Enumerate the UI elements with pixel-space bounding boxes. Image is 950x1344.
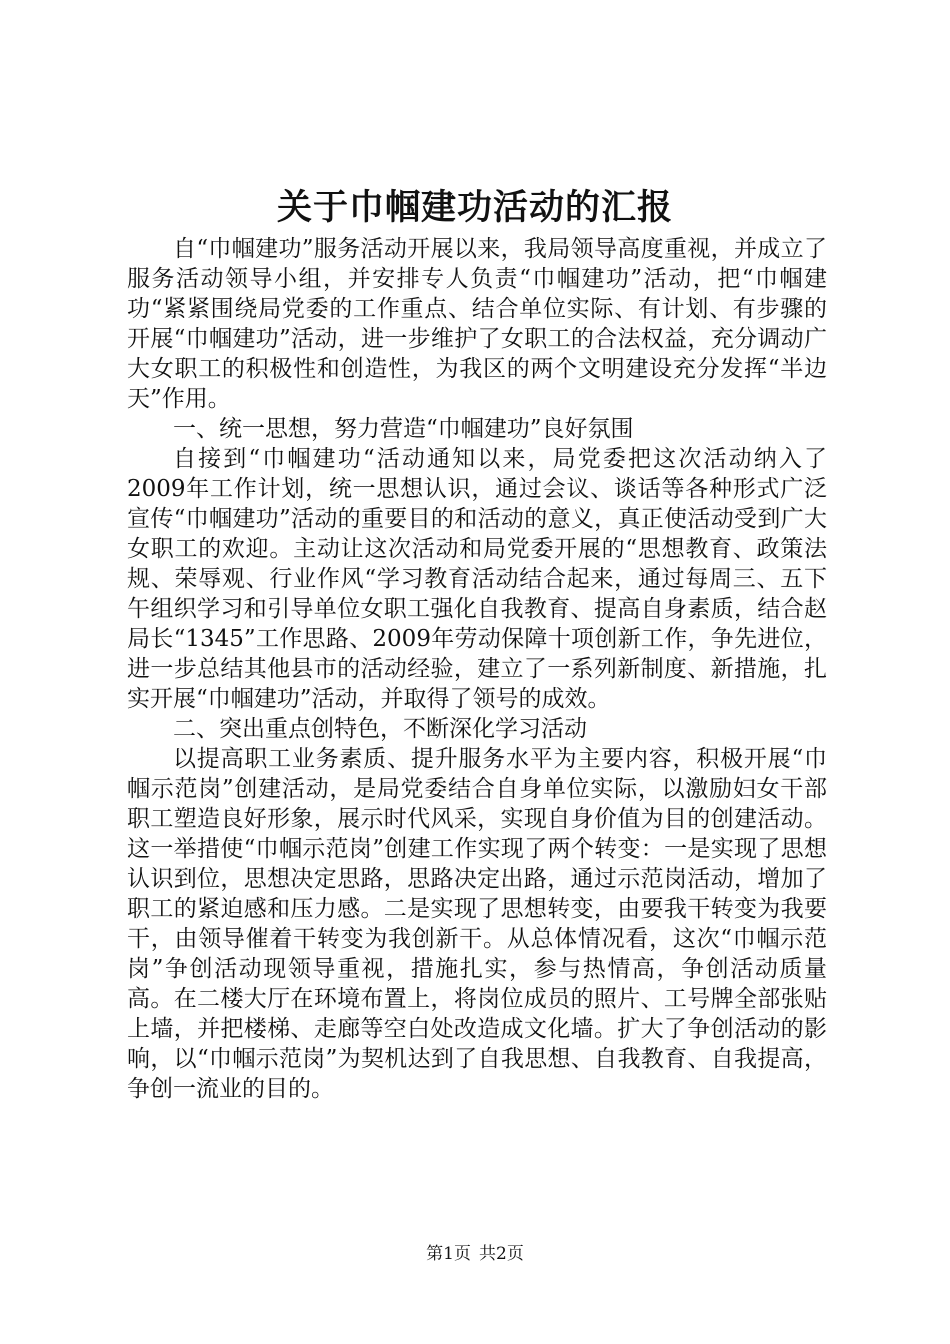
document-body: [127, 234, 827, 1104]
section-2-paragraph: 以提高职工业务素质、提升服务水平为主要内容，积极开展“巾帼示范岗”创建活动，是局党委结合自身单位实际，以激励妇女干部职工塑造良好形象，展示时代风采，实现自身价值为目的创建活动。这一举措使“巾帼示范岗”创建工作实现了两个转变：一是实现了思想认识到位，思想决定思路，思路决定出路，通过示范岗活动，增加了职工的紧迫感和压力感。二是实现了思想转变，由要我干转变为我要干，由领导催着干转变为我创新干。从总体情况看，这次“巾帼示范岗”争创活动现领导重视，措施扎实，参与热情高，争创活动质量高。在二楼大厅在环境布置上，将岗位成员的照片、工号牌全部张贴上墙，并把楼梯、走廊等空白处改造成文化墙。扩大了争创活动的影响，以“巾帼示范岗”为契机达到了自我思想、自我教育、自我提高，争创一流业的目的。: [127, 746, 827, 1102]
intro-paragraph: 自“巾帼建功”服务活动开展以来，我局领导高度重视，并成立了服务活动领导小组，并安排专人负责“巾帼建功”活动，把“巾帼建功“紧紧围绕局党委的工作重点、结合单位实际、有计划、有步骤的开展“巾帼建功”活动，进一步维护了女职工的合法权益，充分调动广大女职工的积极性和创造性，为我区的两个文明建设充分发挥“半边天”作用。: [127, 236, 827, 412]
section-1-paragraph: 自接到“巾帼建功“活动通知以来，局党委把这次活动纳入了2009年工作计划，统一思想认识，通过会议、谈话等各种形式广泛宣传“巾帼建功”活动的重要目的和活动的意义，真正使活动受到广大女职工的欢迎。主动让这次活动和局党委开展的“思想教育、政策法规、荣辱观、行业作风“学习教育活动结合起来，通过每周三、五下午组织学习和引导单位女职工强化自我教育、提高自身素质，结合赵局长“1345”工作思路、2009年劳动保障十项创新工作，争先进位，进一步总结其他县市的活动经验，建立了一系列新制度、新措施，扎实开展“巾帼建功”活动，并取得了领号的成效。: [127, 446, 827, 712]
page-total: 共2页: [479, 1244, 524, 1264]
section-heading-2: 二、突出重点创特色，不断深化学习活动: [173, 716, 587, 742]
section-heading-1: 一、统一思想，努力营造“巾帼建功”良好氛围: [173, 416, 634, 442]
page-number: 第1页: [426, 1244, 471, 1264]
document-title: 关于巾帼建功活动的汇报: [276, 187, 673, 228]
page-footer: [0, 1243, 950, 1265]
